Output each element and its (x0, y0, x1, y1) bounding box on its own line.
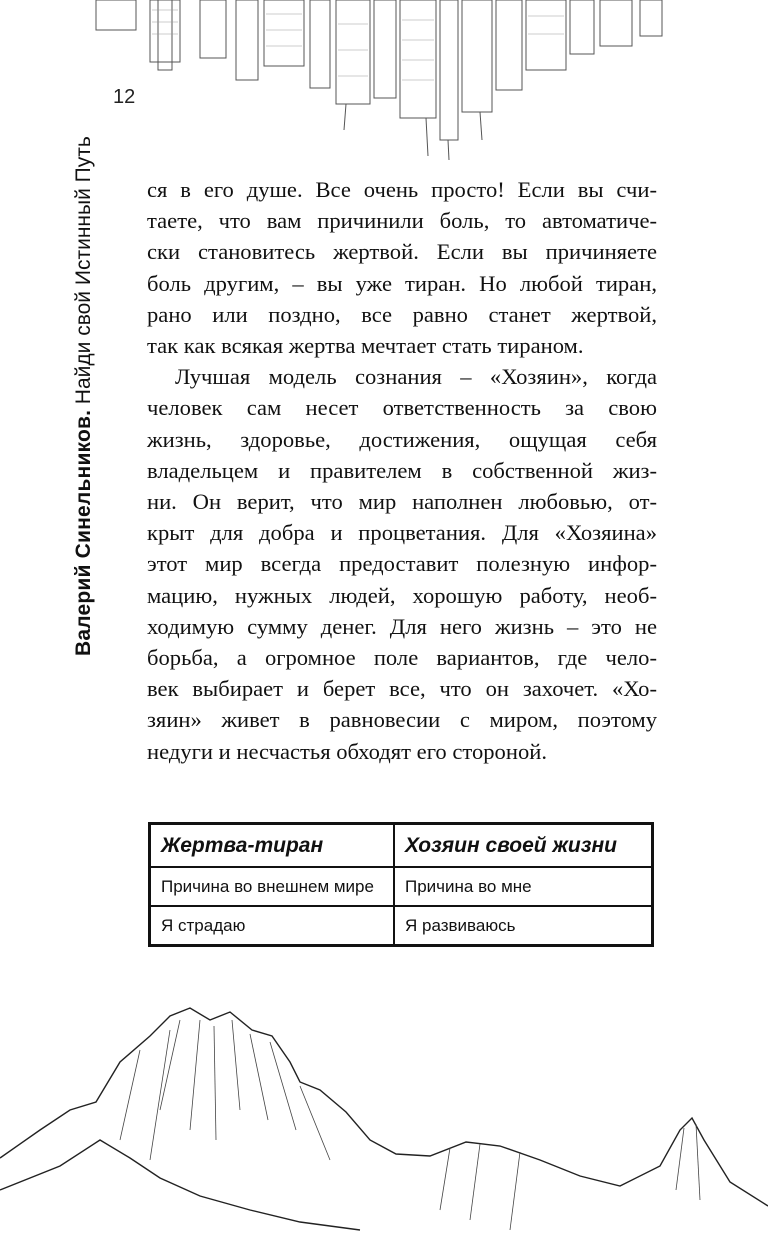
text-line: так как всякая жертва мечтает стать тираном. (147, 333, 584, 359)
text-line: зяин» живет в равновесии с миром, поэтому (147, 707, 657, 733)
text-line: этот мир всегда предоставит полезную инфор- (147, 551, 657, 577)
text-line: ски становитесь жертвой. Если вы причиняете (147, 239, 657, 265)
table-cell: Причина во внешнем мире (150, 867, 395, 906)
text-line: мацию, нужных людей, хорошую работу, необ- (147, 582, 657, 608)
header-separator: . (72, 410, 95, 416)
table-row (150, 867, 653, 906)
table-header-cell: Жертва-тиран (150, 824, 395, 868)
text-line: век выбирает и берет все, что он захочет. «Хо- (147, 676, 657, 702)
text-line: владельцем и правителем в собственной жиз- (147, 457, 657, 483)
author-name: Валерий Синельников (72, 415, 95, 656)
table-header-row (150, 824, 653, 868)
table-cell: Я развиваюсь (394, 906, 653, 946)
city-skyline-sketch (0, 0, 768, 160)
text-line: крыт для добра и процветания. Для «Хозяина» (147, 520, 657, 546)
text-line: ся в его душе. Все очень просто! Если вы счи- (147, 177, 657, 202)
table-row (150, 906, 653, 946)
text-line: ходимую сумму денег. Для него жизнь – это не (147, 613, 657, 639)
text-line: недуги и несчастья обходят его стороной. (147, 738, 547, 764)
table-cell: Причина во мне (394, 867, 653, 906)
page-number: 12 (113, 86, 136, 108)
mountain-sketch (0, 990, 768, 1240)
table-cell: Я страдаю (150, 906, 395, 946)
text-line: таете, что вам причинили боль, то автоматиче- (147, 208, 657, 234)
text-line: человек сам несет ответственность за свою (147, 395, 657, 421)
book-title: Найди свой Истинный Путь (72, 136, 95, 405)
body-text (147, 174, 657, 767)
text-line: жизнь, здоровье, достижения, ощущая себя (147, 426, 657, 452)
text-line: боль другим, – вы уже тиран. Но любой тиран, (147, 270, 657, 296)
table-header-cell: Хозяин своей жизни (394, 824, 653, 868)
text-line: Лучшая модель сознания – «Хозяин», когда (175, 364, 657, 390)
text-line: борьба, а огромное поле вариантов, где чело- (147, 645, 657, 671)
comparison-table (148, 822, 654, 947)
running-header (72, 136, 96, 656)
text-line: ни. Он верит, что мир наполнен любовью, от- (147, 489, 657, 515)
text-line: рано или поздно, все равно станет жертвой, (147, 301, 657, 327)
